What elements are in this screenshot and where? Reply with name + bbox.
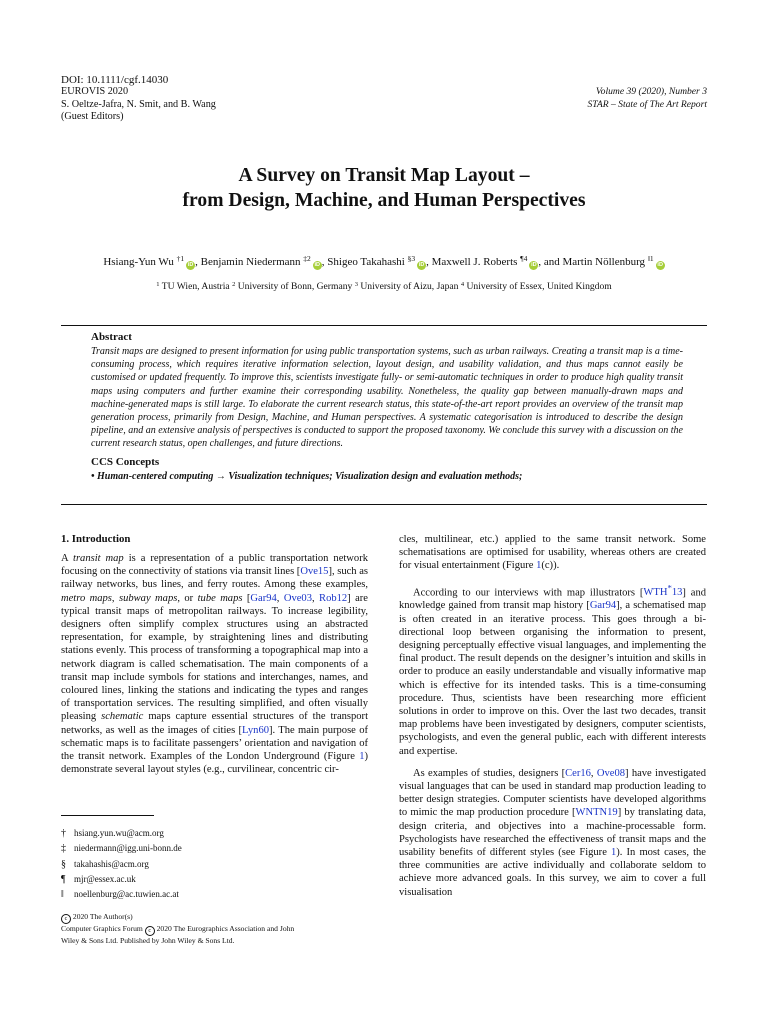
header-right [587,86,707,111]
affiliation-number: 1 [156,281,160,288]
footnote-separator [61,815,154,816]
footnote-email[interactable]: takahashis@acm.org [74,858,149,869]
author-name: Hsiang-Yun Wu [103,256,174,268]
footnote-email[interactable]: niedermann@igg.uni-bonn.de [74,843,182,854]
orcid-icon[interactable]: iD [418,262,425,268]
affiliation-name: University of Bonn, Germany [237,281,353,292]
citation-link[interactable]: Ove03 [283,592,312,604]
affiliation-number: 3 [354,281,358,288]
abstract-heading: Abstract [91,331,132,343]
intro-paragraph-2: cles, multilinear, etc.) applied to the same transit network. Some schematisations are optimised for usability, whereas others are created for visual entertainment (Figure 1(c)). [399,534,706,572]
orcid-icon[interactable]: iD [657,262,663,268]
intro-paragraph-3: According to our interviews with map illustrators [WTH*13] and knowledge gained from transit map history [Gar94], a schematised map is often created in an iterative process. This goes through a bi-directional loop between organising the information to present, designing perceptually effective visual languages, and implementing the final product. The result depends on the designer’s intuition and skills in order to produce an easily understandable and visually informative map which is effective for its intended tasks. This is a time-consuming procedure. Thus, scientists have been researching more efficient solutions in order to improve on this. Over the last two decades, transit map problems have been investigated by designers, computer scientists, psychologists, and even the general public, each with different interests and expertise. [399,582,706,757]
affiliation-number: 2 [232,281,236,288]
right-column [399,533,706,899]
copyright-block [61,912,294,945]
section-heading: 1. Introduction [61,533,131,545]
abstract-block [91,331,683,484]
footnote-marker: ¶ [61,873,66,885]
author-name: Martin Nöllenburg [562,256,646,268]
author-separator: , [321,256,328,268]
author-marker: ¶4 [520,254,528,263]
abstract-top-rule [61,325,707,326]
citation-link[interactable]: 1 [359,751,365,763]
citation-link[interactable]: Rob12 [319,592,348,604]
abstract-bottom-rule [61,504,707,505]
author-separator: , [195,256,201,268]
citation-link[interactable]: Gar94 [250,592,277,604]
author-marker: †1 [176,254,185,263]
ccs-text: Human-centered computing → Visualization techniques; Visualization design and evaluation methods; [97,470,523,482]
citation-link[interactable]: Ove15 [300,566,329,578]
affiliation-list [0,281,768,292]
author-name: Shigeo Takahashi [327,256,405,268]
citation-link[interactable]: 1 [611,846,617,858]
author-marker: §3 [407,254,416,263]
orcid-icon[interactable]: iD [187,262,194,268]
copyright-icon: c [61,914,71,924]
citation-link[interactable]: Lyn60 [242,724,270,736]
affiliation-number: 4 [460,281,465,288]
author-separator: , [426,256,432,268]
conference-name: EUROVIS 2020 [61,86,129,98]
orcid-icon[interactable]: iD [314,262,321,268]
intro-paragraph-4: As examples of studies, designers [Cer16, Ove08] have investigated visual languages that can be used in standard map production leading to better design strategies. Computer scientists have developed algorithms to mimic the map production procedure [WNTN19] by translating data, design criteria, and objectives into a machine-processable form. Psychologists have researched the effectiveness of transit maps and the usability benefits of different styles (see Figure 1). In most cases, the three communities are active individually and collaborate seldom to achieve more advanced goals. In this survey, we aim to cover a full visualisation [399,767,706,898]
footnote-email[interactable]: noellenburg@ac.tuwien.ac.at [74,889,179,900]
citation-link[interactable]: 1 [536,560,542,572]
footnote-email[interactable]: hsiang.yun.wu@acm.org [74,828,164,838]
orcid-icon[interactable]: iD [531,262,537,268]
ccs-concepts [91,470,683,484]
footnote-marker: † [61,828,66,839]
guest-editors-role: (Guest Editors) [61,111,124,123]
footnote-list [61,826,182,902]
footnote-item [61,887,182,902]
doi[interactable]: DOI: 10.1111/cgf.14030 [61,74,169,86]
author-separator: , and [538,256,563,268]
footnote-item [61,841,182,856]
ccs-heading: CCS Concepts [91,455,160,468]
abstract-text: Transit maps are designed to present information for using public transportation systems, such as urban railways. Creating a transit map is a time-consuming process, which requires iterative information selection, layout design, and usability validation, and thus maps cannot easily be customised or updated frequently. To improve this, scientists investigate fully- or semi-automatic techniques in order to produce high quality transit maps using computers and further examine their corresponding usability. Nonetheless, the quality gap between manually-drawn maps and machine-generated maps is still large. To elaborate the current research status, this state-of-the-art report provides an overview of the transit map generation process, primarily from Design, Machine, and Human perspectives. A systematic categorisation is introduced to describe the design pipeline, and an extensive analysis of perspectives is conducted to support the proposed taxonomy. We conclude this survey with a discussion on the current research status, open challenges, and future directions. [91,346,683,450]
copyright-line-1: c 2020 The Author(s) [61,912,294,924]
header-left [61,74,216,124]
author-marker: ‖1 [647,254,654,263]
author-list [0,254,768,270]
left-column [61,533,368,776]
title-line-1: A Survey on Transit Map Layout – [238,165,530,186]
author-name: Benjamin Niedermann [200,256,301,268]
citation-link[interactable]: Gar94 [589,600,617,612]
footnote-marker: ‖ [61,889,64,901]
citation-link[interactable]: Cer16 [565,767,591,779]
affiliation-name: University of Aizu, Japan [360,281,459,292]
guest-editors: S. Oeltze-Jafra, N. Smit, and B. Wang [61,98,216,110]
report-type: STAR – State of The Art Report [587,98,707,110]
copyright-icon: c [145,926,155,936]
author-marker: ‡2 [303,254,311,263]
affiliation-name: University of Essex, United Kingdom [466,281,612,292]
title-line-2: from Design, Machine, and Human Perspectives [182,190,586,211]
citation-link[interactable]: WTH*13 [643,582,683,599]
footnote-item [61,857,182,872]
footnote-item [61,872,182,887]
citation-link[interactable]: WNTN19 [575,807,618,819]
footnote-marker: ‡ [61,843,66,855]
footnote-item [61,826,182,841]
paper-title [0,163,768,213]
citation-link[interactable]: Ove08 [596,767,625,779]
volume-info: Volume 39 (2020), Number 3 [595,86,707,97]
intro-paragraph-1: A transit map is a representation of a public transportation network focusing on the connectivity of stations via transit lines [Ove15], such as railway networks, bus lines, and ferry routes. Among these examples, metro maps, subway maps, or tube maps [Gar94, Ove03, Rob12] are typical transit maps of metropolitan railways. To increase legibility, designers often simplify complex structures using an abstracted representation, for example, by straightening lines and distributing stations evenly. This process of transforming a topographical map into a network diagram is called schematisation. The main components of a transit map include symbols for stations and interchanges, names, and coloured lines, linking the stations and indicating the types and ranges of transportation services. The resulting simplified, and often visually pleasing schematic maps capture essential structures of the transport networks, as well as the images of cities [Lyn60]. The main purpose of schematic maps is to facilitate passengers’ orientation and navigation of the transit network. Examples of the London Underground (Figure 1) demonstrate several layout styles (e.g., curvilinear, concentric cir- [61,553,368,776]
copyright-line-2: Computer Graphics Forum c 2020 The Eurographics Association and John [61,924,295,934]
footnote-marker: § [61,858,66,870]
author-name: Maxwell J. Roberts [431,256,518,268]
copyright-line-3: Wiley & Sons Ltd. Published by John Wiley & Sons Ltd. [61,936,235,945]
ccs-bullet: • [91,470,95,482]
footnote-email[interactable]: mjr@essex.ac.uk [74,873,136,884]
affiliation-name: TU Wien, Austria [161,281,230,292]
